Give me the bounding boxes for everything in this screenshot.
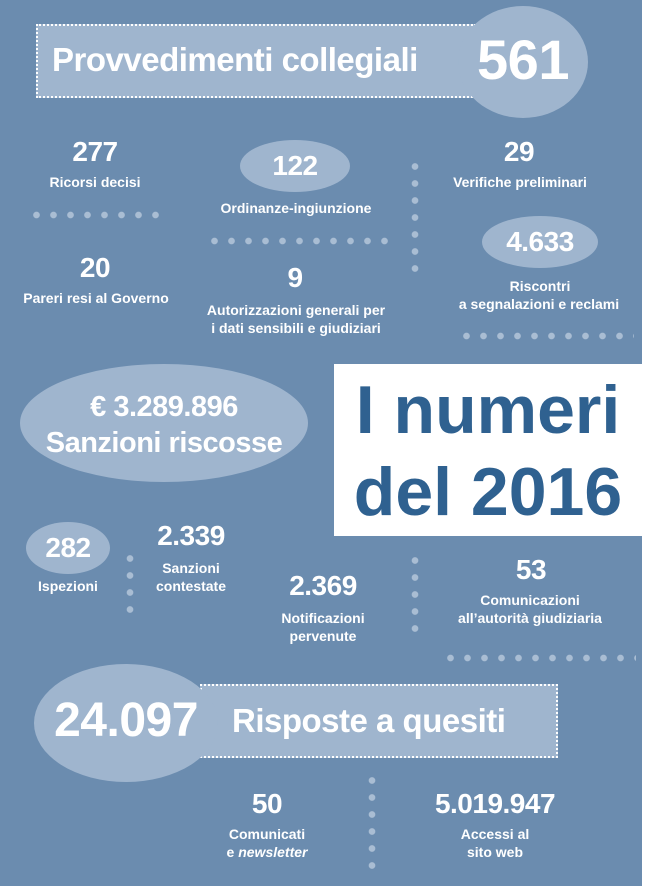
autorizzazioni-label-line2: i dati sensibili e giudiziari bbox=[211, 320, 381, 336]
header-count: 561 bbox=[477, 28, 569, 91]
comunicati-value: 50 bbox=[251, 788, 283, 819]
dots-riscontri bbox=[458, 332, 634, 340]
comunicazioni-label-line1: Comunicazioni bbox=[480, 592, 580, 608]
comunicati-label-newsletter: newsletter bbox=[238, 844, 308, 860]
title-line2: del 2016 bbox=[353, 454, 623, 530]
dots-ordinanze bbox=[206, 237, 396, 245]
comunicati-label-prefix: e bbox=[226, 844, 239, 860]
riscontri-value: 4.633 bbox=[506, 226, 574, 257]
ricorsi-value: 277 bbox=[72, 136, 118, 167]
sanzioni-contestate-value: 2.339 bbox=[157, 520, 225, 551]
riscontri-label-line2: a segnalazioni e reclami bbox=[458, 296, 620, 312]
sanzioni-riscosse-label: Sanzioni riscosse bbox=[45, 427, 283, 459]
title-line1: I numeri bbox=[355, 372, 621, 448]
dots-vertical-left bbox=[126, 550, 134, 620]
ispezioni-label: Ispezioni bbox=[38, 578, 98, 594]
autorizzazioni-value: 9 bbox=[287, 262, 303, 293]
ordinanze-label: Ordinanze-ingiunzione bbox=[220, 200, 372, 216]
header-title: Provvedimenti collegiali bbox=[52, 41, 418, 78]
dots-ricorsi bbox=[28, 211, 164, 219]
notificazioni-value: 2.369 bbox=[289, 570, 357, 601]
ispezioni-value: 282 bbox=[45, 532, 91, 563]
pareri-label: Pareri resi al Governo bbox=[23, 290, 169, 306]
sanzioni-contestate-label-line1: Sanzioni bbox=[162, 560, 220, 576]
ordinanze-value: 122 bbox=[272, 150, 318, 181]
dots-comunicazioni bbox=[442, 654, 636, 662]
accessi-value: 5.019.947 bbox=[434, 788, 556, 819]
sanzioni-riscosse-value: € 3.289.896 bbox=[90, 391, 238, 423]
accessi-label-line2: sito web bbox=[466, 844, 523, 860]
autorizzazioni-label-line1: Autorizzazioni generali per bbox=[206, 302, 386, 318]
dots-vertical-right bbox=[411, 552, 419, 640]
accessi-label-line1: Accessi al bbox=[460, 826, 530, 842]
notificazioni-label-line2: pervenute bbox=[289, 628, 357, 644]
dots-vertical-bottom bbox=[368, 772, 376, 876]
risposte-label: Risposte a quesiti bbox=[232, 702, 506, 739]
riscontri-label-line1: Riscontri bbox=[509, 278, 571, 294]
pareri-value: 20 bbox=[79, 252, 111, 283]
comunicazioni-value: 53 bbox=[515, 554, 547, 585]
comunicati-label-line2 bbox=[196, 844, 338, 861]
risposte-value: 24.097 bbox=[54, 694, 198, 747]
verifiche-value: 29 bbox=[503, 136, 535, 167]
sanzioni-contestate-label-line2: contestate bbox=[155, 578, 227, 594]
dots-vertical-center bbox=[411, 158, 419, 282]
verifiche-label: Verifiche preliminari bbox=[453, 174, 587, 190]
comunicazioni-label-line2: all’autorità giudiziaria bbox=[458, 610, 602, 626]
notificazioni-label-line1: Notificazioni bbox=[281, 610, 365, 626]
ricorsi-label: Ricorsi decisi bbox=[49, 174, 141, 190]
comunicati-label-line1: Comunicati bbox=[228, 826, 306, 842]
